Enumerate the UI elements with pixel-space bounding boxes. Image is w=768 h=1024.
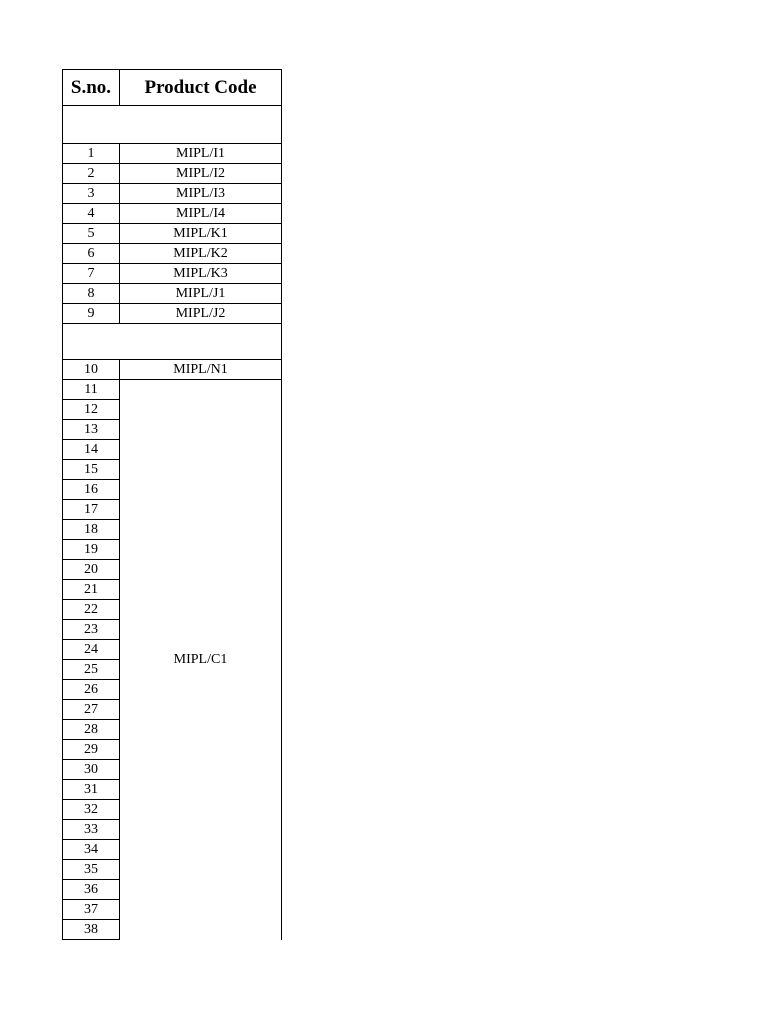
sno-cell: 25 xyxy=(63,660,120,680)
sno-cell: 14 xyxy=(63,440,120,460)
sno-cell: 38 xyxy=(63,920,120,940)
sno-cell: 7 xyxy=(63,264,120,284)
product-code-cell: MIPL/I3 xyxy=(120,184,282,204)
product-code-cell: MIPL/N1 xyxy=(120,360,282,380)
table-row xyxy=(63,304,282,324)
sno-cell: 16 xyxy=(63,480,120,500)
sno-cell: 20 xyxy=(63,560,120,580)
sno-cell: 23 xyxy=(63,620,120,640)
sno-cell: 29 xyxy=(63,740,120,760)
sno-cell: 34 xyxy=(63,840,120,860)
sno-cell: 11 xyxy=(63,380,120,400)
blank-row xyxy=(63,106,282,144)
sno-cell: 15 xyxy=(63,460,120,480)
sno-cell: 6 xyxy=(63,244,120,264)
product-code-cell: MIPL/J2 xyxy=(120,304,282,324)
product-code-cell: MIPL/K2 xyxy=(120,244,282,264)
blank-cell xyxy=(63,324,282,360)
table-row xyxy=(63,184,282,204)
sno-cell: 5 xyxy=(63,224,120,244)
sno-cell: 37 xyxy=(63,900,120,920)
sno-cell: 10 xyxy=(63,360,120,380)
table-row xyxy=(63,144,282,164)
spreadsheet xyxy=(62,69,282,940)
sno-cell: 33 xyxy=(63,820,120,840)
sno-cell: 12 xyxy=(63,400,120,420)
sno-cell: 22 xyxy=(63,600,120,620)
sno-cell: 8 xyxy=(63,284,120,304)
table-row xyxy=(63,164,282,184)
sno-cell: 4 xyxy=(63,204,120,224)
sno-cell: 19 xyxy=(63,540,120,560)
table-row xyxy=(63,380,282,400)
sno-cell: 31 xyxy=(63,780,120,800)
sno-cell: 13 xyxy=(63,420,120,440)
sno-cell: 26 xyxy=(63,680,120,700)
table-row xyxy=(63,204,282,224)
product-code-cell: MIPL/J1 xyxy=(120,284,282,304)
sno-cell: 35 xyxy=(63,860,120,880)
sno-cell: 1 xyxy=(63,144,120,164)
product-code-cell: MIPL/K3 xyxy=(120,264,282,284)
sno-cell: 3 xyxy=(63,184,120,204)
table-row xyxy=(63,224,282,244)
table-row xyxy=(63,264,282,284)
product-code-cell: MIPL/I1 xyxy=(120,144,282,164)
sno-cell: 18 xyxy=(63,520,120,540)
sno-cell: 17 xyxy=(63,500,120,520)
product-code-table xyxy=(62,69,282,940)
sno-cell: 24 xyxy=(63,640,120,660)
sno-cell: 21 xyxy=(63,580,120,600)
product-code-cell: MIPL/K1 xyxy=(120,224,282,244)
sno-cell: 32 xyxy=(63,800,120,820)
merged-product-code-cell: MIPL/C1 xyxy=(120,380,282,940)
sno-cell: 2 xyxy=(63,164,120,184)
sno-cell: 9 xyxy=(63,304,120,324)
product-code-header: Product Code xyxy=(120,70,282,106)
sno-cell: 28 xyxy=(63,720,120,740)
sno-cell: 36 xyxy=(63,880,120,900)
sno-header: S.no. xyxy=(63,70,120,106)
product-code-cell: MIPL/I4 xyxy=(120,204,282,224)
sno-cell: 27 xyxy=(63,700,120,720)
table-row xyxy=(63,244,282,264)
blank-cell xyxy=(63,106,282,144)
table-row xyxy=(63,360,282,380)
sno-cell: 30 xyxy=(63,760,120,780)
table-row xyxy=(63,284,282,304)
blank-row xyxy=(63,324,282,360)
header-row xyxy=(63,70,282,106)
product-code-cell: MIPL/I2 xyxy=(120,164,282,184)
